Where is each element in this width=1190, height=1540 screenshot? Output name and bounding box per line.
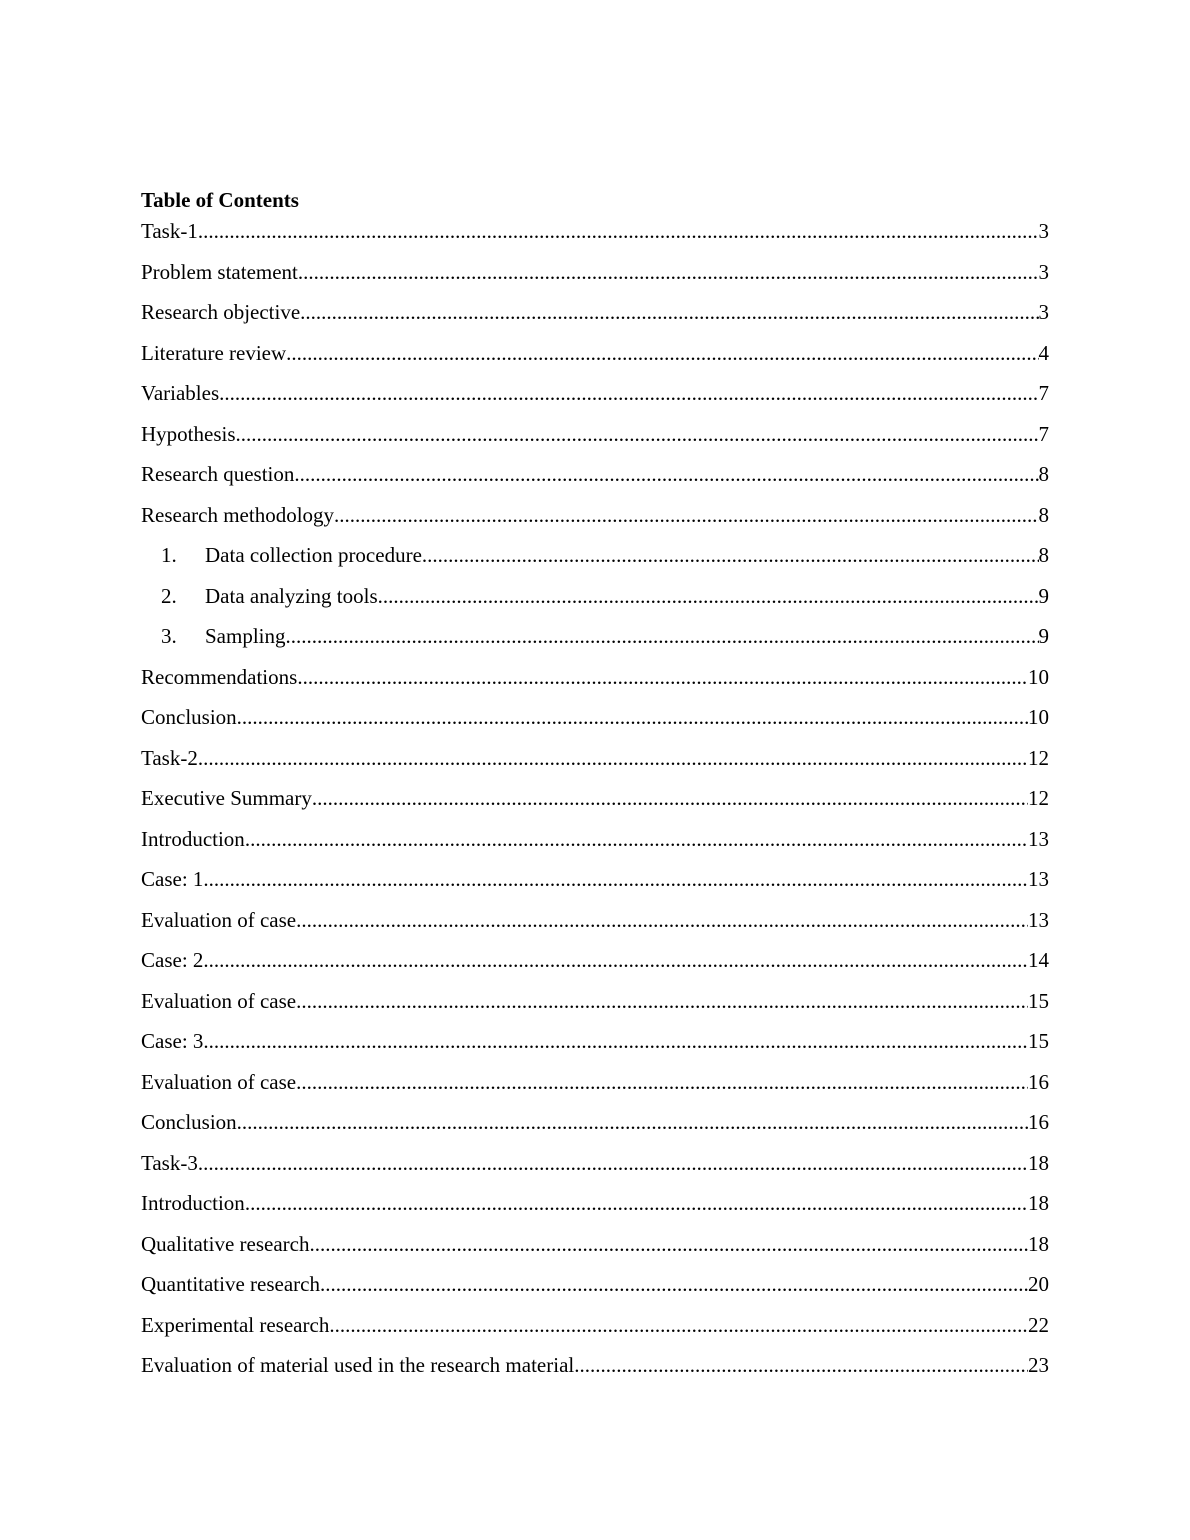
toc-entry-page-number: 9 — [1038, 583, 1049, 608]
dot-leader — [237, 1109, 1028, 1135]
dot-leader — [329, 1312, 1028, 1338]
toc-entry-page-number: 13 — [1028, 867, 1049, 891]
toc-entry-label: Hypothesis — [141, 421, 236, 446]
toc-entry-page-number: 4 — [1038, 340, 1049, 365]
toc-entry-page-number: 12 — [1028, 786, 1049, 810]
dot-leader — [203, 1028, 1028, 1054]
dot-leader — [296, 1069, 1028, 1095]
toc-entry-label: Task-1 — [141, 219, 198, 243]
dot-leader — [294, 461, 1038, 487]
toc-entry-label: Research objective — [141, 300, 301, 324]
dot-leader — [245, 826, 1028, 852]
dot-leader — [312, 785, 1028, 811]
dot-leader — [378, 583, 1039, 609]
toc-entry-page-number: 15 — [1028, 988, 1049, 1013]
toc-entry-label: Research question — [141, 462, 295, 486]
toc-entry-label: Sampling — [205, 624, 286, 648]
toc-entry-label: Experimental research — [141, 1312, 330, 1337]
toc-entry[interactable] — [141, 1352, 1049, 1378]
dot-leader — [203, 866, 1028, 892]
dot-leader — [198, 218, 1039, 244]
toc-entry[interactable] — [141, 421, 1049, 447]
dot-leader — [574, 1352, 1028, 1378]
toc-entry[interactable] — [141, 502, 1049, 528]
toc-entry-page-number: 3 — [1038, 259, 1049, 284]
toc-entry[interactable] — [141, 907, 1049, 933]
toc-entry[interactable] — [141, 1028, 1049, 1054]
toc-entry-number: 1. — [161, 543, 177, 567]
dot-leader — [198, 1150, 1028, 1176]
toc-entry-page-number: 10 — [1028, 705, 1049, 729]
toc-entry-page-number: 8 — [1038, 462, 1049, 486]
toc-entry-page-number: 3 — [1038, 219, 1049, 243]
toc-entry-page-number: 13 — [1028, 826, 1049, 851]
toc-entry-label: Evaluation of case — [141, 1069, 297, 1094]
toc-title: Table of Contents — [141, 188, 299, 212]
toc-entry-label: Qualitative research — [141, 1231, 310, 1256]
dot-leader — [237, 704, 1028, 730]
toc-entry-label: Variables — [141, 381, 220, 405]
toc-entry-page-number: 23 — [1028, 1353, 1049, 1377]
toc-entry[interactable] — [141, 745, 1049, 771]
dot-leader — [198, 745, 1028, 771]
toc-entry-label: Problem statement — [141, 259, 298, 284]
toc-entry-label: Case: 2 — [141, 948, 204, 972]
toc-entry[interactable] — [141, 704, 1049, 730]
toc-entry-label: Conclusion — [141, 705, 237, 729]
toc-entry-page-number: 18 — [1028, 1150, 1049, 1175]
toc-entry-page-number: 15 — [1028, 1029, 1049, 1053]
toc-entry-label: Evaluation of case — [141, 988, 297, 1013]
dot-leader — [236, 421, 1039, 447]
toc-entry[interactable] — [141, 1231, 1049, 1257]
toc-entry-page-number: 13 — [1028, 907, 1049, 932]
toc-entry-label: Data collection procedure — [205, 543, 422, 567]
toc-entry[interactable] — [141, 988, 1049, 1014]
toc-entry-label: Recommendations — [141, 664, 298, 689]
toc-entry-label: Case: 1 — [141, 867, 204, 891]
toc-entry-page-number: 8 — [1038, 543, 1049, 567]
toc-entry-label: Task-2 — [141, 745, 198, 770]
dot-leader — [320, 1271, 1028, 1297]
toc-entry-page-number: 12 — [1028, 745, 1049, 770]
toc-entry[interactable] — [141, 380, 1049, 406]
toc-entry[interactable] — [141, 866, 1049, 892]
toc-entry-label: Conclusion — [141, 1110, 237, 1134]
toc-entry-label: Task-3 — [141, 1150, 198, 1175]
toc-entry[interactable] — [141, 299, 1049, 325]
table-of-contents — [141, 186, 1049, 1393]
toc-entry[interactable] — [141, 218, 1049, 244]
toc-entry-page-number: 10 — [1028, 664, 1049, 689]
toc-entry-number: 3. — [161, 624, 177, 648]
toc-entry-page-number: 22 — [1028, 1312, 1049, 1337]
dot-leader — [422, 542, 1039, 568]
toc-entry[interactable] — [141, 1271, 1049, 1297]
toc-entry[interactable] — [141, 664, 1049, 690]
toc-entry[interactable] — [141, 1150, 1049, 1176]
toc-entry-page-number: 7 — [1038, 421, 1049, 446]
toc-entry-label: Executive Summary — [141, 786, 312, 810]
dot-leader — [296, 907, 1028, 933]
toc-entry[interactable] — [141, 461, 1049, 487]
toc-entry[interactable] — [141, 1069, 1049, 1095]
toc-entry-label: Evaluation of case — [141, 907, 297, 932]
toc-entry-label: Introduction — [141, 826, 245, 851]
toc-entry[interactable] — [141, 340, 1049, 366]
toc-entry[interactable] — [141, 623, 1049, 649]
dot-leader — [310, 1231, 1029, 1257]
dot-leader — [286, 340, 1038, 366]
toc-entry[interactable] — [141, 259, 1049, 285]
toc-entry-page-number: 18 — [1028, 1231, 1049, 1256]
toc-entry-page-number: 14 — [1028, 948, 1049, 972]
dot-leader — [297, 664, 1028, 690]
toc-entry-label: Research methodology — [141, 502, 335, 527]
toc-entry-label: Case: 3 — [141, 1029, 204, 1053]
toc-entry-label: Literature review — [141, 340, 287, 365]
toc-entry-label: Evaluation of material used in the research material — [141, 1353, 575, 1377]
toc-entry[interactable] — [141, 1109, 1049, 1135]
toc-entry-page-number: 8 — [1038, 502, 1049, 527]
toc-entry[interactable] — [141, 785, 1049, 811]
toc-entry[interactable] — [141, 947, 1049, 973]
dot-leader — [334, 502, 1038, 528]
toc-entry-page-number: 7 — [1038, 381, 1049, 405]
dot-leader — [219, 380, 1038, 406]
toc-list — [141, 218, 1049, 1378]
toc-entry[interactable] — [141, 826, 1049, 852]
toc-entry[interactable] — [141, 542, 1049, 568]
toc-entry-page-number: 18 — [1028, 1191, 1049, 1215]
toc-entry-page-number: 20 — [1028, 1272, 1049, 1296]
toc-entry-page-number: 16 — [1028, 1069, 1049, 1094]
dot-leader — [300, 299, 1038, 325]
toc-entry-page-number: 9 — [1038, 624, 1049, 648]
dot-leader — [245, 1190, 1028, 1216]
dot-leader — [203, 947, 1028, 973]
toc-entry[interactable] — [141, 583, 1049, 609]
toc-entry-page-number: 16 — [1028, 1110, 1049, 1134]
toc-entry[interactable] — [141, 1190, 1049, 1216]
toc-entry-label: Introduction — [141, 1191, 245, 1215]
dot-leader — [298, 259, 1039, 285]
dot-leader — [286, 623, 1039, 649]
dot-leader — [296, 988, 1028, 1014]
toc-entry[interactable] — [141, 1312, 1049, 1338]
toc-entry-page-number: 3 — [1038, 300, 1049, 324]
toc-entry-label: Quantitative research — [141, 1272, 320, 1296]
toc-entry-label: Data analyzing tools — [205, 583, 378, 608]
toc-entry-number: 2. — [161, 583, 177, 608]
